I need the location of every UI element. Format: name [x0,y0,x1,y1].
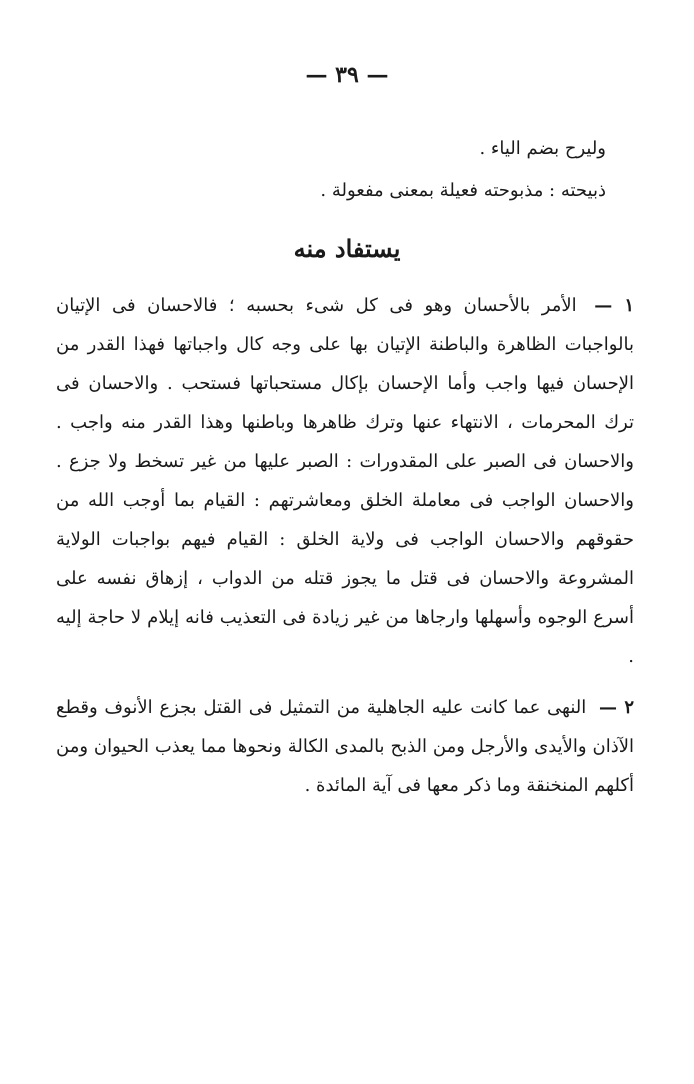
intro-line-2: ذبيحته : مذبوحته فعيلة بمعنى مفعولة . [320,180,606,201]
intro-notes [58,128,606,212]
intro-line-1: وليرح بضم الياء . [479,138,606,159]
item-text: النهى عما كانت عليه الجاهلية من التمثيل فى القتل بجزع الأنوف وقطع الآذان والأيدى والأرجل ومن الذبح بالمدى الكالة ونحوها مما يعذب الحيوان ومن أكلهم المنخنقة وما ذكر معها فى آية المائدة . [56,697,634,796]
numbered-items [56,286,634,817]
list-item-1 [56,286,634,676]
section-title: يستفاد منه [293,234,401,263]
item-number: ١ — [594,295,634,316]
page-number: — ٣٩ — [305,62,389,88]
item-text: الأمر بالأحسان وهو فى كل شىء بحسبه ؛ فالاحسان فى الإتيان بالواجبات الظاهرة والباطنة الإتيان بها على وجه كال واجباتها فهذا القدر من الإحسان فيها واجب وأما الإحسان بإكال مستحباتها فستحب . والاحسان فى ترك المحرمات ، الانتهاء عنها وترك ظاهرها وباطنها وهذا القدر منه واجب . والاحسان فى الصبر على المقدورات : الصبر عليها من غير تسخط ولا جزع . والاحسان الواجب فى معاملة الخلق ومعاشرتهم : القيام بما أوجب الله من حقوقهم والاحسان الواجب فى ولاية الخلق : القيام فيهم بواجبات الولاية المشروعة والاحسان فى قتل ما يجوز قتله من الدواب ، إزهاق نفسه على أسرع الوجوه وأسهلها وارجاها من غير زيادة فى التعذيب فانه إيلام لا حاجة إليه . [56,295,634,667]
list-item-2 [56,688,634,805]
item-number: ٢ — [599,697,634,718]
